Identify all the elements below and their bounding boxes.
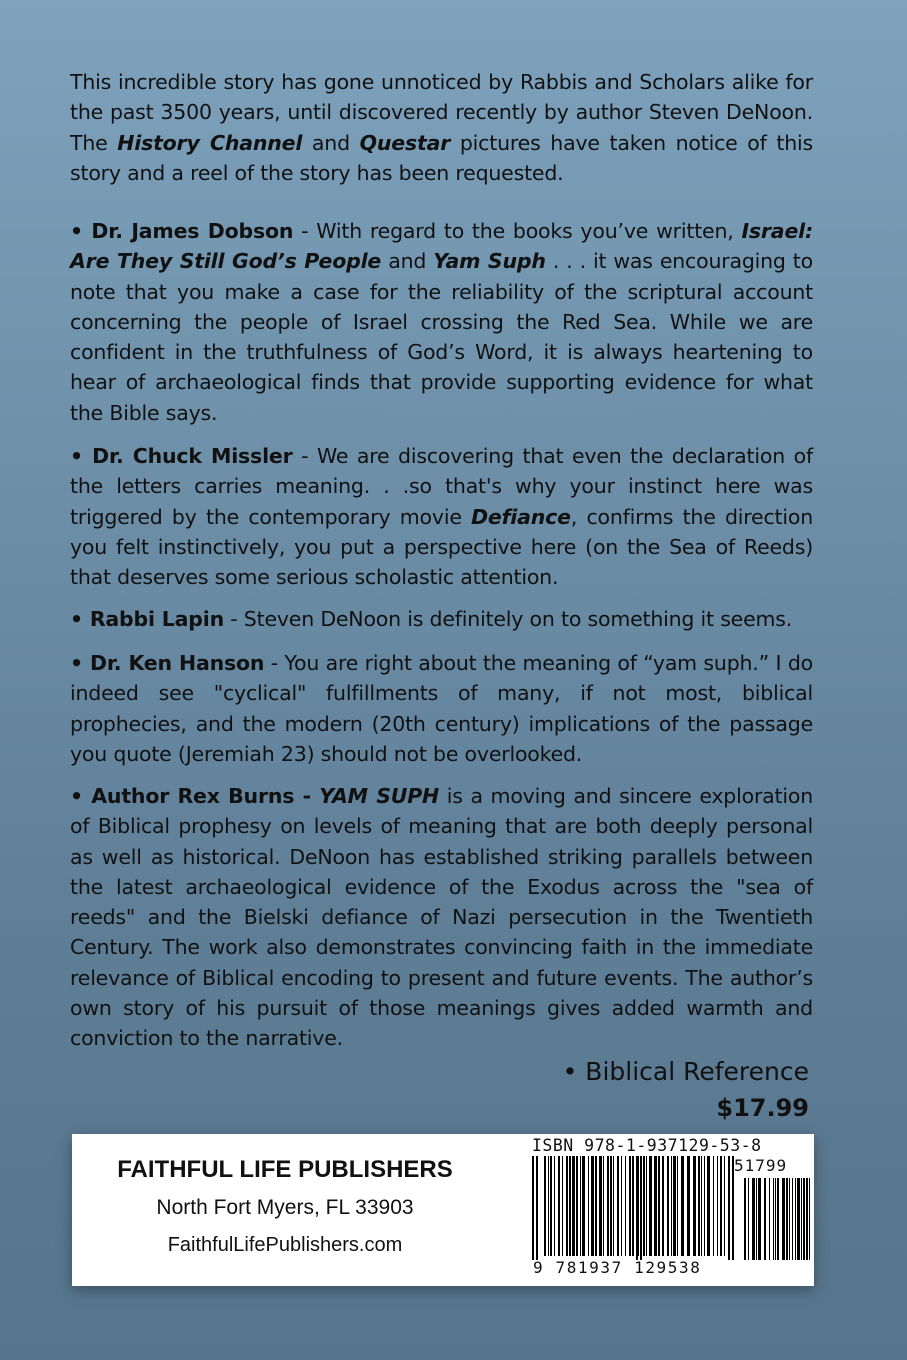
testimonial-dobson	[70, 216, 813, 428]
testimonial-text: - We are discovering that even the declaration of the letters carries meaning. . .so that's why your instinct here was triggered by the contemporary movie	[70, 444, 813, 529]
testimonial-burns	[70, 781, 813, 1054]
intro-and: and	[302, 130, 360, 155]
movie-title: Defiance	[471, 504, 571, 529]
ean-number: 9 781937 129538	[533, 1258, 702, 1277]
testimonial-name: • Dr. Ken Hanson	[70, 651, 265, 675]
publisher-website: FaithfulLifePublishers.com	[167, 1234, 403, 1256]
testimonial-name: • Dr. James Dobson	[70, 219, 294, 243]
book-title: YAM SUPH	[319, 784, 439, 808]
category-label: • Biblical Reference	[562, 1057, 809, 1086]
price-code: 51799	[734, 1156, 788, 1175]
testimonial-missler	[70, 441, 813, 592]
intro-text-1: This incredible story has gone unnoticed by Rabbis and Scholars alike for the past 3500 years, until discovered recently by author Steven DeNoon. The	[70, 70, 813, 155]
testimonial-text: is a moving and sincere exploration of Biblical prophesy on levels of meaning that are both deeply personal as well as historical. DeNoon has established striking parallels between the latest archaeological evidence of the Exodus across the "sea of reeds" and the Bielski defiance of Nazi persecution in the Twentieth Century. The work also demonstrates convincing faith in the immediate relevance of Biblical encoding to present and future events. The author’s own story of his pursuit of those meanings gives added warmth and conviction to the narrative.	[70, 784, 814, 1051]
price: $17.99	[716, 1094, 809, 1122]
testimonial-lapin	[70, 604, 813, 634]
book-title: Yam Suph	[433, 249, 546, 274]
testimonial-text: - Steven DeNoon is definitely on to something it seems.	[223, 607, 793, 631]
testimonial-hanson	[70, 648, 813, 769]
testimonial-text: - With regard to the books you’ve written,	[293, 219, 742, 243]
testimonial-text: . . . it was encouraging to note that you make a case for the reliability of the scriptural account concerning the people of Israel crossing the Red Sea. While we are confident in the truthfulness of God’s Word, it is always heartening to hear of archaeological finds that provide supporting evidence for what the Bible says.	[70, 249, 813, 425]
publisher-box	[72, 1134, 814, 1286]
questar: Questar	[359, 130, 451, 155]
history-channel: History Channel	[117, 130, 303, 155]
testimonial-name: • Author Rex Burns -	[70, 784, 320, 808]
testimonial-text: - You are right about the meaning of “yam suph.” I do indeed see "cyclical" fulfillments of many, if not most, biblical prophecies, and the modern (20th century) implications of the passage you quote (Jeremiah 23) should not be overlooked.	[70, 651, 813, 766]
book-title: Israel: Are They Still God’s People	[70, 219, 813, 274]
intro-text-2: pictures have taken notice of this story and a reel of the story has been requested.	[70, 130, 814, 185]
publisher-address: North Fort Myers, FL 33903	[156, 1196, 414, 1219]
testimonial-text: , confirms the direction you felt instinctively, you put a perspective here (on the Sea of Reeds) that deserves some serious scholastic attention.	[70, 504, 813, 590]
isbn-text: ISBN 978-1-937129-53-8	[532, 1136, 762, 1155]
publisher-name: FAITHFUL LIFE PUBLISHERS	[117, 1156, 453, 1183]
testimonial-name: • Rabbi Lapin	[70, 607, 224, 631]
intro-paragraph	[70, 67, 813, 188]
testimonial-name: • Dr. Chuck Missler	[70, 444, 293, 468]
testimonial-text: and	[381, 249, 434, 274]
